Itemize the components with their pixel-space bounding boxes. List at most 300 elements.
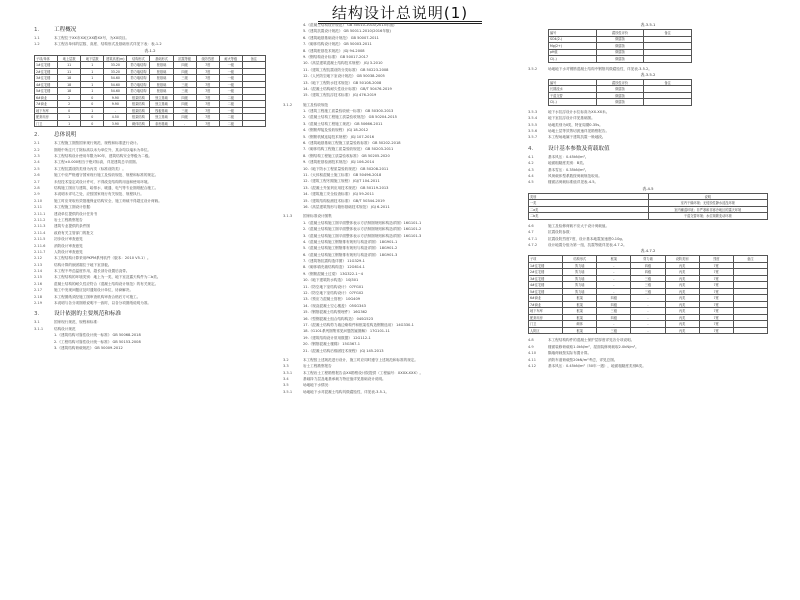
table-cell: 独立基础	[150, 101, 173, 108]
clause-text: 抗震设防烈度7度，设计基本地震加速度0.10g。	[548, 236, 626, 241]
table-cell: 一级	[219, 107, 242, 114]
table-cell: 长期浸水	[549, 86, 597, 93]
table-cell: 一类	[529, 200, 649, 207]
table-header-cell: 剪力墙	[631, 256, 665, 263]
clause-number: 3.4	[283, 377, 289, 382]
clause-number: 4.10	[528, 351, 537, 356]
table-cell: 1	[81, 88, 104, 95]
construction-codes-list	[283, 108, 518, 210]
clause-text: 2.《混凝土结构工程施工质量验收规范》 GB 50204-2015	[303, 115, 397, 120]
spec-line	[283, 204, 518, 210]
clause-number: 2.19	[34, 301, 43, 306]
table-cell: 二级	[219, 120, 242, 127]
table-cell: 独立基础	[150, 94, 173, 101]
table-cell: 4.50	[104, 114, 127, 121]
clause-number: 4.9	[528, 344, 534, 349]
table-cell: 1	[58, 114, 81, 121]
clause-text: 9.《钢筋混凝土过梁》 13G322-1~4	[303, 271, 364, 276]
table-cell: 0	[81, 120, 104, 127]
table-cell: 二级	[219, 114, 242, 121]
table-header-cell: 子项	[529, 256, 563, 263]
section-4-7-lines	[528, 223, 768, 249]
table-cell: 三级	[597, 308, 631, 315]
table-cell: 33.20	[104, 68, 127, 75]
column-2	[283, 22, 518, 395]
table-cell: 7度	[699, 327, 733, 334]
table-cell: 丙类	[665, 262, 699, 269]
clause-text: 4.《混凝土结构施工钢筋排布规则与构造详图》 18G901-1	[303, 239, 398, 244]
table-cell: 7度	[699, 262, 733, 269]
table-4-7-2-caption: 表-4.7.2	[640, 248, 656, 254]
table-cell: 7度	[699, 288, 733, 295]
spec-line	[283, 348, 518, 354]
clause-text: 场地地下水情况：	[303, 383, 332, 388]
table-cell: 室内潮湿环境；非严寒和非寒冷地区的露天环境	[648, 206, 768, 213]
table-header-cell: 烈度	[699, 256, 733, 263]
clause-text: 5.《建筑抗震设计规范》 GB 50011-2010(2016年版)	[303, 29, 391, 34]
table-cell: 框架	[563, 327, 597, 334]
line-3-5-2: 3.5.2 场地地下水对钢筋混凝土结构中钢筋具微腐蚀性，详见表-3.5.2。	[528, 66, 652, 71]
section-3-heading: 3. 设计依据的主要规范和标准	[34, 311, 122, 318]
table-cell: -	[631, 321, 665, 328]
clause-number: 2.6	[34, 173, 40, 178]
table-cell: 桩基础	[150, 81, 173, 88]
clause-number: 3.3.1	[283, 370, 293, 375]
clause-number: 4.7	[528, 230, 534, 235]
clause-text: 结构施工图应与建筑、给排水、暖通、电气等专业图纸配合施工。	[54, 186, 159, 191]
table-cell: 33.20	[104, 62, 127, 69]
table-cell: 桩基础	[150, 62, 173, 69]
table-header-cell: 耐火等级	[219, 55, 242, 62]
table-cell: 2#住宅楼	[529, 269, 563, 276]
table-cell: 11	[58, 62, 81, 69]
clause-text: 本说明未详尽之处，应按国家现行有关规范、规程执行。	[54, 192, 144, 197]
clause-text: 混凝土结构的耐久性应符合《混凝土结构设计规范》的有关规定。	[54, 281, 159, 286]
table-cell: 微腐蚀	[596, 86, 644, 93]
table-cell: 2	[58, 94, 81, 101]
table-header-cell: 地下层数	[81, 55, 104, 62]
table-cell: 三级	[173, 88, 196, 95]
table-cell: -	[631, 327, 665, 334]
table-cell: 微腐蚀	[596, 92, 644, 99]
clause-number: 1.1	[34, 36, 40, 40]
table-cell: 6#商业	[35, 94, 58, 101]
table-1-2	[34, 55, 266, 128]
clause-text: 结构计算的嵌固端位于地下室顶板。	[54, 262, 112, 267]
clause-number: 2.11.4	[34, 230, 46, 235]
table-cell: 剪力墙	[563, 288, 597, 295]
clause-text: 本工程结构计算采用PKPM系列软件（版本：2010 V5.1）。	[54, 256, 151, 261]
table-cell: 干湿交替环境；水位频繁变动环境	[648, 213, 768, 220]
clause-text: 5.《混凝土结构施工钢筋排布规则与构造详图》 18G901-2	[303, 246, 398, 251]
table-cell: 三级	[631, 282, 665, 289]
table-cell: 7度	[196, 62, 219, 69]
table-cell: 7度	[196, 94, 219, 101]
clause-text: 2.《混凝土结构施工图平面整体表示方法制图规则和构造详图》16G101-2	[303, 227, 422, 232]
clause-number: 2.13	[34, 262, 43, 267]
table-cell: 框架结构	[127, 101, 150, 108]
table-cell: 2	[58, 101, 81, 108]
clause-text: 建筑专业提供的条件图	[54, 224, 90, 229]
clause-text: 8.《建筑桩基技术规范》 JGJ 94-2008	[303, 48, 365, 53]
table-cell: 0	[58, 107, 81, 114]
table-cell: 7度	[196, 68, 219, 75]
table-cell: 四级	[173, 101, 196, 108]
table-cell: 条形基础	[150, 120, 173, 127]
table-cell: 4#住宅楼	[529, 282, 563, 289]
table-cell: 三级	[631, 288, 665, 295]
table-cell: 地下车库	[529, 308, 563, 315]
clause-text: 基础持力层及地基承载力特征值详见基础设计说明。	[303, 377, 386, 382]
table-cell: 54.60	[104, 88, 127, 95]
clause-text: 11.《大体积混凝土施工标准》 GB 50496-2018	[303, 172, 382, 177]
table-cell: 11	[58, 68, 81, 75]
clause-number: 2.1	[34, 141, 40, 146]
table-cell: -	[631, 308, 665, 315]
clause-text: 21.《混凝土结构后锚固技术规程》 JGJ 145-2013	[303, 348, 384, 353]
table-cell: 丙类	[665, 327, 699, 334]
table-cell: -	[597, 269, 631, 276]
clause-number: 4.5	[528, 180, 534, 185]
spec-line	[528, 363, 768, 369]
table-header-cell: 备注	[644, 30, 692, 37]
table-header-cell: 框架	[597, 256, 631, 263]
clause-number: 2.11.5	[34, 237, 46, 242]
table-cell: 一级	[219, 81, 242, 88]
clause-number	[283, 204, 303, 210]
table-cell: 7度	[699, 314, 733, 321]
table-cell: 7度	[699, 282, 733, 289]
table-cell: 1#住宅楼	[529, 262, 563, 269]
table-cell	[644, 99, 692, 106]
table-cell: -	[631, 301, 665, 308]
clause-number: 1.2	[34, 42, 40, 47]
table-4-5	[528, 193, 768, 220]
table-3-5-2-caption: 表-3.5.2	[640, 71, 656, 77]
clause-text: 11.《建筑工程抗震设防分类标准》 GB 50223-2008	[303, 67, 389, 72]
clause-text: 本工程结构构件的混凝土保护层厚度详见各分项说明。	[548, 338, 635, 343]
table-cell: 5#住宅楼	[529, 288, 563, 295]
table-cell: 一级	[219, 68, 242, 75]
table-cell: 剪力墙	[563, 275, 597, 282]
clause-text: 岩土工程勘察报告	[54, 217, 83, 222]
table-cell: -	[597, 275, 631, 282]
clause-text: 本工程不考虑温度作用，超长部分设置后浇带。	[54, 269, 130, 274]
table-cell: 7度	[699, 269, 733, 276]
clause-number: 3.5.3	[528, 109, 538, 114]
table-header-cell: 编号	[549, 30, 597, 37]
table-cell: 54.60	[104, 81, 127, 88]
table-header-cell: 备注	[242, 55, 265, 62]
clause-text: 18.《G101系列图集常见问题答疑图解》 17G101-11	[303, 329, 390, 334]
table-row	[529, 327, 768, 334]
spec-line	[283, 92, 518, 98]
table-cell: 5#住宅楼	[35, 88, 58, 95]
clause-text: 人防设计审查意见	[54, 249, 83, 254]
clause-text: 本工程图纸须经施工图审查机构审查合格后方可施工。	[54, 294, 141, 299]
table-cell: 三级	[597, 327, 631, 334]
clause-text: 基本风压：0.45kN/m²。	[548, 154, 589, 159]
clause-text: 9.《建筑桩基检测技术规范》 JGJ 106-2014	[303, 160, 375, 165]
table-cell: Mg(2+)	[549, 43, 597, 50]
table-cell: 丙类	[665, 295, 699, 302]
clause-number: 3.5.4	[528, 116, 538, 121]
table-cell: 框架结构	[127, 107, 150, 114]
clause-number: 3.2	[283, 357, 289, 362]
table-header-cell: 抗震等级	[173, 55, 196, 62]
clause-text: 4.《混凝土结构设计规范》 GB 50010-2010(2015年版)	[303, 23, 395, 27]
section-3-lines	[34, 319, 266, 351]
clause-text: 设计地震分组为第一组，抗震等级详见表-4.7.2。	[548, 242, 627, 247]
section-4-lines	[528, 154, 768, 186]
clause-number: 3.5	[283, 383, 289, 388]
clause-text: 隔墙荷载按实际布置计算。	[548, 351, 592, 356]
table-cell: 54.60	[104, 75, 127, 82]
table-cell: 砌体	[563, 321, 597, 328]
clause-text: 16.《高层建筑筏形与箱形基础技术规范》 JGJ 6-2011	[303, 204, 390, 209]
table-cell: 干湿交替	[549, 92, 597, 99]
table-cell: 7#商业	[529, 301, 563, 308]
table-cell: 1#住宅楼	[35, 62, 58, 69]
table-header-cell: 设防烈度	[196, 55, 219, 62]
table-cell: 微腐蚀	[596, 49, 644, 56]
table-cell: 0	[81, 114, 104, 121]
table-cell: 丙类	[665, 321, 699, 328]
clause-text: 3.《建筑结构荷载规范》 GB 50009-2012	[54, 346, 123, 350]
clause-text: 3.《混凝土结构施工图平面整体表示方法制图规则和构造详图》16G101-3	[303, 233, 422, 238]
clause-text: 11.《防空地下室结构设计》 07FG01	[303, 284, 364, 289]
table-cell: -	[597, 282, 631, 289]
clause-text: 6.《建筑地基基础设计规范》 GB 50007-2011	[303, 35, 379, 40]
clause-number: 2.14	[34, 269, 43, 274]
table-cell: 7度	[196, 81, 219, 88]
table-cell: 7度	[196, 120, 219, 127]
clause-number: 2.11.1	[34, 211, 46, 216]
clause-text: 4.《钢筋焊接及验收规程》 JGJ 18-2012	[303, 128, 369, 133]
clause-text: 地下水抗浮设计水位标高为XX.XX米。	[548, 109, 610, 114]
table-cell: 微腐蚀	[596, 43, 644, 50]
table-cell	[733, 327, 767, 334]
clause-text: 14.《混凝土结构耐久性设计标准》 GB/T 50476-2019	[303, 86, 392, 91]
clause-number: 2.18	[34, 294, 43, 299]
clause-text: 1.《建筑工程施工质量验收统一标准》 GB 50300-2013	[303, 109, 394, 114]
table-cell: 7度	[699, 321, 733, 328]
spec-line	[528, 134, 768, 140]
table-cell: 微腐蚀	[596, 56, 644, 63]
clause-text: 场地类别为Ⅱ类，特征周期0.35s。	[548, 122, 603, 127]
table-cell: 6#商业	[529, 295, 563, 302]
column-3	[528, 22, 768, 369]
clause-number: 2.17	[34, 288, 43, 293]
clause-text: 本工程±0.000相当于绝对标高，详见建筑总平面图。	[54, 160, 140, 165]
table-cell: Cl(-)	[549, 99, 597, 106]
clause-text: 基本雪压：0.35kN/m²。	[548, 167, 589, 172]
table-cell: 二级	[219, 101, 242, 108]
table-header-cell: 备注	[733, 256, 767, 263]
clause-text: 15.《钢筋混凝土结构预埋件》 16G362	[303, 310, 368, 315]
clause-text: 14.《建筑施工安全检查标准》 JGJ 59-2011	[303, 192, 375, 197]
clause-text: 基本风压：0.45kN/m²（50年一遇），地面粗糙度类别B类。	[548, 363, 646, 368]
clause-text: 8.《钢结构工程施工质量验收标准》 GB 50205-2020	[303, 153, 390, 158]
table-cell: 3#住宅楼	[529, 275, 563, 282]
table-row	[35, 120, 266, 127]
clause-text: 19.《建筑结构设计常用数据》 12G112-1	[303, 335, 371, 340]
clause-text: 9.《钢结构设计标准》 GB 50017-2017	[303, 54, 369, 59]
clause-number: 2.8	[34, 186, 40, 191]
table-cell	[242, 120, 265, 127]
section-1-heading: 1. 工程概况	[34, 27, 77, 33]
table-cell: 18	[58, 81, 81, 88]
table-3-5-1	[548, 29, 692, 63]
table-cell: 二a类	[529, 206, 649, 213]
table-header-cell: 基础形式	[150, 55, 173, 62]
clause-number: 2.5	[34, 166, 40, 171]
table-cell: 7度	[196, 107, 219, 114]
table-cell: 四级	[597, 295, 631, 302]
clause-text: 12.《建筑工程冬期施工规程》 JGJ/T 104-2011	[303, 179, 380, 184]
table-cell: 9.90	[104, 94, 127, 101]
table-cell: 筏板基础	[150, 107, 173, 114]
table-row	[549, 99, 692, 106]
table-cell: SO4(2-)	[549, 36, 597, 43]
table-4-5-caption: 表-4.5	[642, 185, 654, 191]
clause-text: 本工程结构的环境类别：地上为一类，地下室及露天构件为二b类。	[54, 275, 161, 280]
clause-text: 抗震设防参数：	[548, 230, 574, 235]
table-cell: 配套用房	[529, 314, 563, 321]
clause-text: 本工程按上述规范进行设计，施工时应同时遵守上述规范和标准的规定。	[303, 357, 418, 362]
clause-text: 5.《钢筋机械连接技术规程》 JGJ 107-2016	[303, 134, 375, 139]
clause-text: 本工程岩土工程勘察报告由XX勘察设计院提供（工程编号：XXXX-XXX）。	[303, 370, 424, 375]
table-cell: 4#住宅楼	[35, 81, 58, 88]
clause-number: 2.15	[34, 275, 43, 280]
table-cell: 7度	[699, 301, 733, 308]
clause-number: 3.1.1	[34, 326, 44, 331]
table-cell: -	[597, 288, 631, 295]
table-cell: 人防区	[529, 327, 563, 334]
clause-number	[283, 348, 303, 354]
table-cell: 剪力墙结构	[127, 68, 150, 75]
clause-text: 建设单位提供的设计任务书	[54, 211, 98, 216]
clause-text: 结构设计规范	[54, 326, 76, 331]
table-cell: 7度	[196, 101, 219, 108]
table-cell: 7#商业	[35, 101, 58, 108]
table-cell: 1	[81, 62, 104, 69]
table-cell: 18	[58, 75, 81, 82]
table-cell: 配套用房	[35, 114, 58, 121]
section-4-8-lines	[528, 337, 768, 369]
table-4-7-2	[528, 255, 768, 334]
table-cell: 地下车库	[35, 107, 58, 114]
clause-text: 7.《砌体结构设计规范》 GB 50003-2011	[303, 42, 372, 47]
clause-text: 施工中发现问题应及时通知设计单位，协商解决。	[54, 288, 134, 293]
clause-text: 8.《砌体填充墙结构构造》 12G614-1	[303, 265, 365, 270]
table-cell: 三级	[173, 107, 196, 114]
table-header-cell: 类别	[529, 193, 649, 200]
table-cell: 框架	[563, 295, 597, 302]
table-cell: 门卫	[529, 321, 563, 328]
clause-number: 2.11.6	[34, 243, 46, 248]
spec-line	[34, 41, 266, 47]
clause-number: 3.5.5	[528, 122, 538, 127]
table-row	[549, 56, 692, 63]
table-cell: 丙类	[665, 269, 699, 276]
clause-text: 本工程结构设计使用年限为50年，建筑结构安全等级为二级。	[54, 154, 153, 159]
clause-number	[34, 345, 54, 351]
table-cell: Cl(-)	[549, 56, 597, 63]
table-cell: 一级	[219, 62, 242, 69]
table-header-cell: 备注	[644, 79, 692, 86]
subsection-3-1-3: 3.1.3 国家标准设计图集	[283, 214, 332, 219]
table-cell: 桩基础	[150, 75, 173, 82]
table-cell: 3#住宅楼	[35, 75, 58, 82]
table-cell: 剪力墙	[563, 269, 597, 276]
table-cell: 0	[81, 94, 104, 101]
clause-number: 2.16	[34, 281, 43, 286]
clause-text: 7.《建筑物抗震构造详图》 11G329-1	[303, 259, 365, 264]
clause-text: 本说明与各分项图纸说明不一致时，以各分项图纸说明为准。	[54, 301, 152, 306]
table-cell: 剪力墙结构	[127, 62, 150, 69]
table-cell: 四级	[631, 269, 665, 276]
clause-text: 场地地下水对混凝土结构具微腐蚀性，详见表-3.5.1。	[303, 389, 389, 394]
clause-text: 本工程各单体的层数、高度、结构形式及基础形式详见下表：表-1.2	[54, 42, 162, 47]
table-header-cell: 结构形式	[127, 55, 150, 62]
clause-text: 6.《混凝土结构施工钢筋排布规则与构造详图》 18G901-3	[303, 252, 398, 257]
table-cell: 7度	[196, 75, 219, 82]
clause-text: 13.《地下工程防水技术规范》 GB 50108-2008	[303, 80, 382, 85]
clause-number: 2.11.2	[34, 217, 46, 222]
clause-text: 13.《混凝土外加剂应用技术规范》 GB 50119-2013	[303, 185, 389, 190]
clause-number: 4.7.1	[528, 236, 538, 241]
table-cell: -	[104, 107, 127, 114]
table-cell: 四级	[597, 314, 631, 321]
clause-text: 本工程施工图设计依据：	[54, 205, 94, 210]
clause-number: 3.1	[34, 320, 40, 325]
clause-text: 施工及检修荷载不应大于设计荷载值。	[548, 223, 610, 228]
clause-text: 10.《地下防水工程质量验收规范》 GB 50208-2011	[303, 166, 389, 171]
table-cell: 丙类	[665, 301, 699, 308]
table-3-5-1-caption: 表-3.5.1	[640, 22, 656, 27]
clause-number: 2.2	[34, 147, 40, 152]
clause-text: 1.《混凝土结构施工图平面整体表示方法制图规则和构造详图》16G101-1	[303, 220, 422, 225]
table-cell: 砌体结构	[127, 120, 150, 127]
table-cell: 剪力墙结构	[127, 88, 150, 95]
table-cell: 1	[81, 81, 104, 88]
table-cell	[644, 56, 692, 63]
page-title: 结构设计总说明(1)	[331, 4, 469, 22]
clause-text: 消防车道荷载按20kN/m²考虑，详见总图。	[548, 357, 618, 362]
clause-number: 2.11.7	[34, 249, 46, 254]
clause-number: 4.11	[528, 357, 537, 362]
clause-text: 6.《建筑地基基础工程施工质量验收标准》 GB 50202-2018	[303, 141, 401, 146]
table-cell: -	[631, 295, 665, 302]
table-cell: 框架	[563, 314, 597, 321]
clause-text: 政府有关主管部门的批文	[54, 230, 94, 235]
table-cell: 1	[81, 75, 104, 82]
table-cell: 一级	[219, 88, 242, 95]
clause-number: 2.12	[34, 256, 43, 261]
clause-number: 4.3	[528, 167, 534, 172]
table-cell: 1	[58, 120, 81, 127]
table-1-2-caption: 表-1.2	[144, 47, 156, 53]
section-3-5-lines	[528, 109, 768, 141]
clause-text: 初步设计审查意见	[54, 237, 83, 242]
table-header-cell: 地上层数	[58, 55, 81, 62]
column-1	[34, 22, 266, 351]
table-cell: 一级	[219, 75, 242, 82]
clause-text: 本工程施工图按国家现行规范、规程和标准进行设计。	[54, 141, 141, 146]
clause-text: 地下室抗浮设计详见基础图。	[548, 116, 595, 121]
clause-text: 施工中应严格遵守国家现行施工及验收规范、规程和标准的规定。	[54, 173, 159, 178]
